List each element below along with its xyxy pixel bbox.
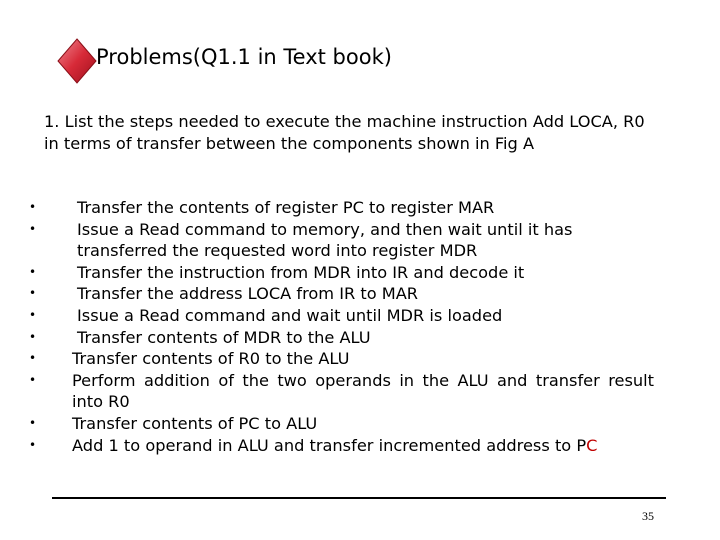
step-list (0, 197, 720, 456)
step-item-3 (0, 262, 720, 284)
bullet-icon: • (29, 329, 37, 344)
bullet-icon: • (29, 286, 37, 301)
step-text: Transfer the contents of register PC to register MAR (77, 198, 495, 217)
step-text: Add 1 to operand in ALU and transfer incremented address to P (72, 435, 587, 455)
bullet-icon: • (29, 351, 37, 366)
step-text: Perform addition of the two operands in the ALU and transfer result into R0 (72, 370, 654, 412)
page-number: 35 (642, 509, 654, 523)
step-text: Transfer the address LOCA from IR to MAR (77, 284, 419, 304)
step-item-6 (0, 327, 720, 349)
step-text-wrap (0, 435, 654, 457)
bullet-icon: • (29, 415, 37, 430)
step-text: Issue a Read command to memory, and then wait until it has transferred the requested word into register MDR (77, 219, 573, 261)
bullet-icon: • (29, 264, 37, 279)
step-item-8 (0, 370, 720, 413)
bullet-icon: • (29, 200, 37, 214)
step-item-10 (0, 435, 720, 457)
bullet-icon: • (29, 437, 37, 452)
footer-divider (52, 497, 666, 499)
step-text: Transfer contents of MDR to the ALU (77, 327, 371, 347)
step-item-2 (0, 219, 720, 262)
slide-title: Problems(Q1.1 in Text book) (96, 45, 392, 69)
question-text: 1. List the steps needed to execute the machine instruction Add LOCA, R0 in terms of transfer between the components shown in Fig A (44, 112, 645, 153)
step-text: Issue a Read command and wait until MDR is loaded (77, 305, 503, 325)
step-text: Transfer contents of R0 to the ALU (72, 349, 350, 369)
diamond-bullet-icon (57, 38, 97, 84)
step-item-9 (0, 413, 720, 435)
bullet-icon: • (29, 372, 37, 387)
step-item-4 (0, 283, 720, 305)
bullet-icon: • (29, 221, 37, 236)
bullet-icon: • (29, 307, 37, 322)
step-item-5 (0, 305, 720, 327)
step-text-accent: C (586, 435, 598, 455)
step-text: Transfer the instruction from MDR into IR and decode it (77, 262, 525, 282)
step-item-7 (0, 348, 720, 370)
step-text: Transfer contents of PC to ALU (72, 413, 318, 433)
step-item-1 (0, 197, 720, 219)
